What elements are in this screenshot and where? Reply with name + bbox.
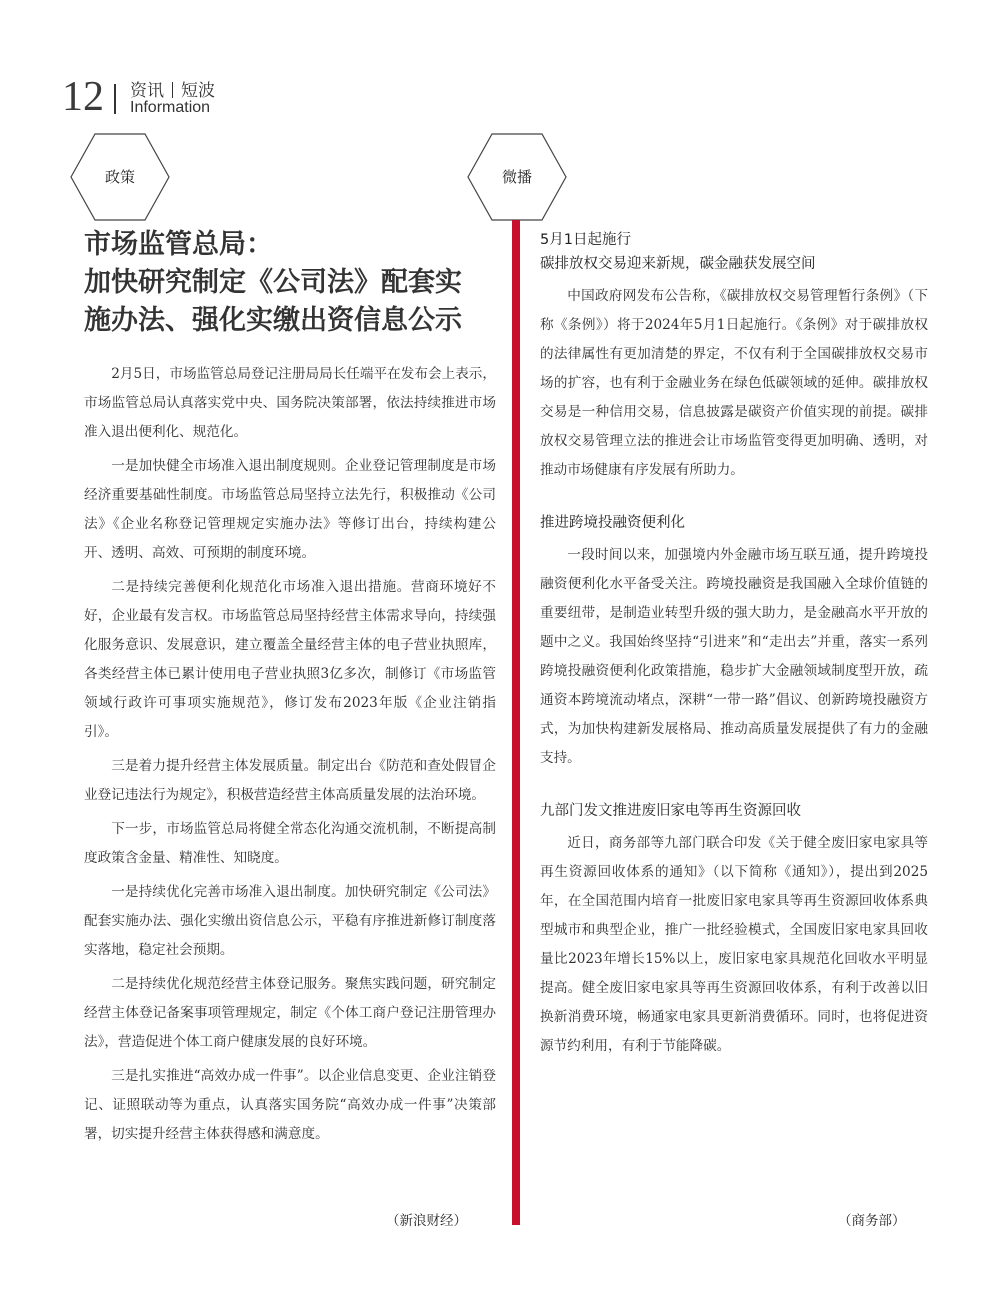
article-source: （新浪财经） (386, 1213, 467, 1229)
brief-source: （商务部） (838, 1213, 906, 1229)
micro-broadcast-tag (467, 133, 567, 221)
news-briefs (540, 228, 928, 1087)
brief-heading: 推进跨境投融资便利化 (540, 515, 685, 531)
title-line: 市场监管总局： (84, 229, 273, 260)
paragraph: 2月5日，市场监管总局登记注册局局长任端平在发布会上表示，市场监管总局认真落实党中央、国务院决策部署，依法持续推进市场准入退出便利化、规范化。 (84, 366, 496, 440)
title-line: 加快研究制定《公司法》配套实 (84, 267, 462, 298)
paragraph: 二是持续完善便利化规范化市场准入退出措施。营商环境好不好，企业最有发言权。市场监管总局坚持经营主体需求导向，持续强化服务意识、发展意识，建立覆盖全量经营主体的电子营业执照库，各类经营主体已累计使用电子营业执照3亿多次，制修订《市场监管领域行政许可事项实施规范》，修订发布2023年版《企业注销指引》。 (84, 579, 496, 740)
micro-broadcast-tag-label: 微播 (501, 168, 532, 186)
news-brief (540, 228, 928, 485)
page-number: 12 (62, 74, 104, 120)
paragraph: 三是着力提升经营主体发展质量。制定出台《防范和查处假冒企业登记违法行为规定》，积极营造经营主体高质量发展的法治环境。 (84, 758, 496, 803)
section-separator (172, 82, 173, 98)
column-divider (512, 220, 520, 1225)
paragraph: 一段时间以来，加强境内外金融市场互联互通，提升跨境投融资便利化水平备受关注。跨境投融资是我国融入全球价值链的重要纽带，是制造业转型升级的强大助力，是金融高水平开放的题中之义。我国始终坚持“引进来”和“走出去”并重，落实一系列跨境投融资便利化政策措施，稳步扩大金融领域制度型开放，疏通资本跨境流动堵点，深耕“一带一路”倡议、创新跨境投融资方式，为加快构建新发展格局、推动高质量发展提供了有力的金融支持。 (540, 547, 928, 766)
brief-heading: 5月1日起施行 (540, 232, 631, 248)
paragraph: 三是扎实推进“高效办成一件事”。以企业信息变更、企业注销登记、证照联动等为重点，认真落实国务院“高效办成一件事”决策部署，切实提升经营主体获得感和满意度。 (84, 1068, 496, 1142)
article-title (84, 226, 504, 340)
brief-heading: 碳排放权交易迎来新规，碳金融获发展空间 (540, 256, 816, 272)
section-english-label: Information (130, 99, 211, 116)
title-line: 施办法、强化实缴出资信息公示 (84, 305, 462, 336)
news-brief (540, 799, 928, 1061)
paragraph: 近日，商务部等九部门联合印发《关于健全废旧家电家具等再生资源回收体系的通知》（以下简称《通知》），提出到2025年，在全国范围内培育一批废旧家电家具等再生资源回收体系典型城市和典型企业，推广一批经验模式，全国废旧家电家具回收量比2023年增长15%以上，废旧家电家具规范化回收水平明显提高。健全废旧家电家具等再生资源回收体系，有利于改善以旧换新消费环境，畅通家电家具更新消费循环。同时，也将促进资源节约利用，有利于节能降碳。 (540, 835, 928, 1054)
header-divider (114, 84, 116, 114)
paragraph: 下一步，市场监管总局将健全常态化沟通交流机制，不断提高制度政策含金量、精准性、知晓度。 (84, 821, 496, 866)
section-name: 资讯 (130, 81, 164, 101)
policy-tag-label: 政策 (104, 168, 135, 186)
paragraph: 二是持续优化规范经营主体登记服务。聚焦实践问题，研究制定经营主体登记备案事项管理规定，制定《个体工商户登记注册管理办法》，营造促进个体工商户健康发展的良好环境。 (84, 976, 496, 1050)
subsection-name: 短波 (181, 81, 215, 101)
section-label (130, 76, 215, 101)
news-brief (540, 511, 928, 773)
article-body (84, 360, 496, 1154)
paragraph: 中国政府网发布公告称，《碳排放权交易管理暂行条例》（下称《条例》）将于2024年5月1日起施行。《条例》对于碳排放权的法律属性有更加清楚的界定，不仅有利于全国碳排放权交易市场的扩容，也有利于金融业务在绿色低碳领域的延伸。碳排放权交易是一种信用交易，信息披露是碳资产价值实现的前提。碳排放权交易管理立法的推进会让市场监管变得更加明确、透明，对推动市场健康有序发展有所助力。 (540, 288, 928, 478)
paragraph: 一是加快健全市场准入退出制度规则。企业登记管理制度是市场经济重要基础性制度。市场监管总局坚持立法先行，积极推动《公司法》《企业名称登记管理规定实施办法》等修订出台，持续构建公开、透明、高效、可预期的制度环境。 (84, 458, 496, 561)
paragraph: 一是持续优化完善市场准入退出制度。加快研究制定《公司法》配套实施办法、强化实缴出资信息公示，平稳有序推进新修订制度落实落地，稳定社会预期。 (84, 884, 496, 958)
brief-heading: 九部门发文推进废旧家电等再生资源回收 (540, 803, 801, 819)
policy-tag (70, 133, 170, 221)
